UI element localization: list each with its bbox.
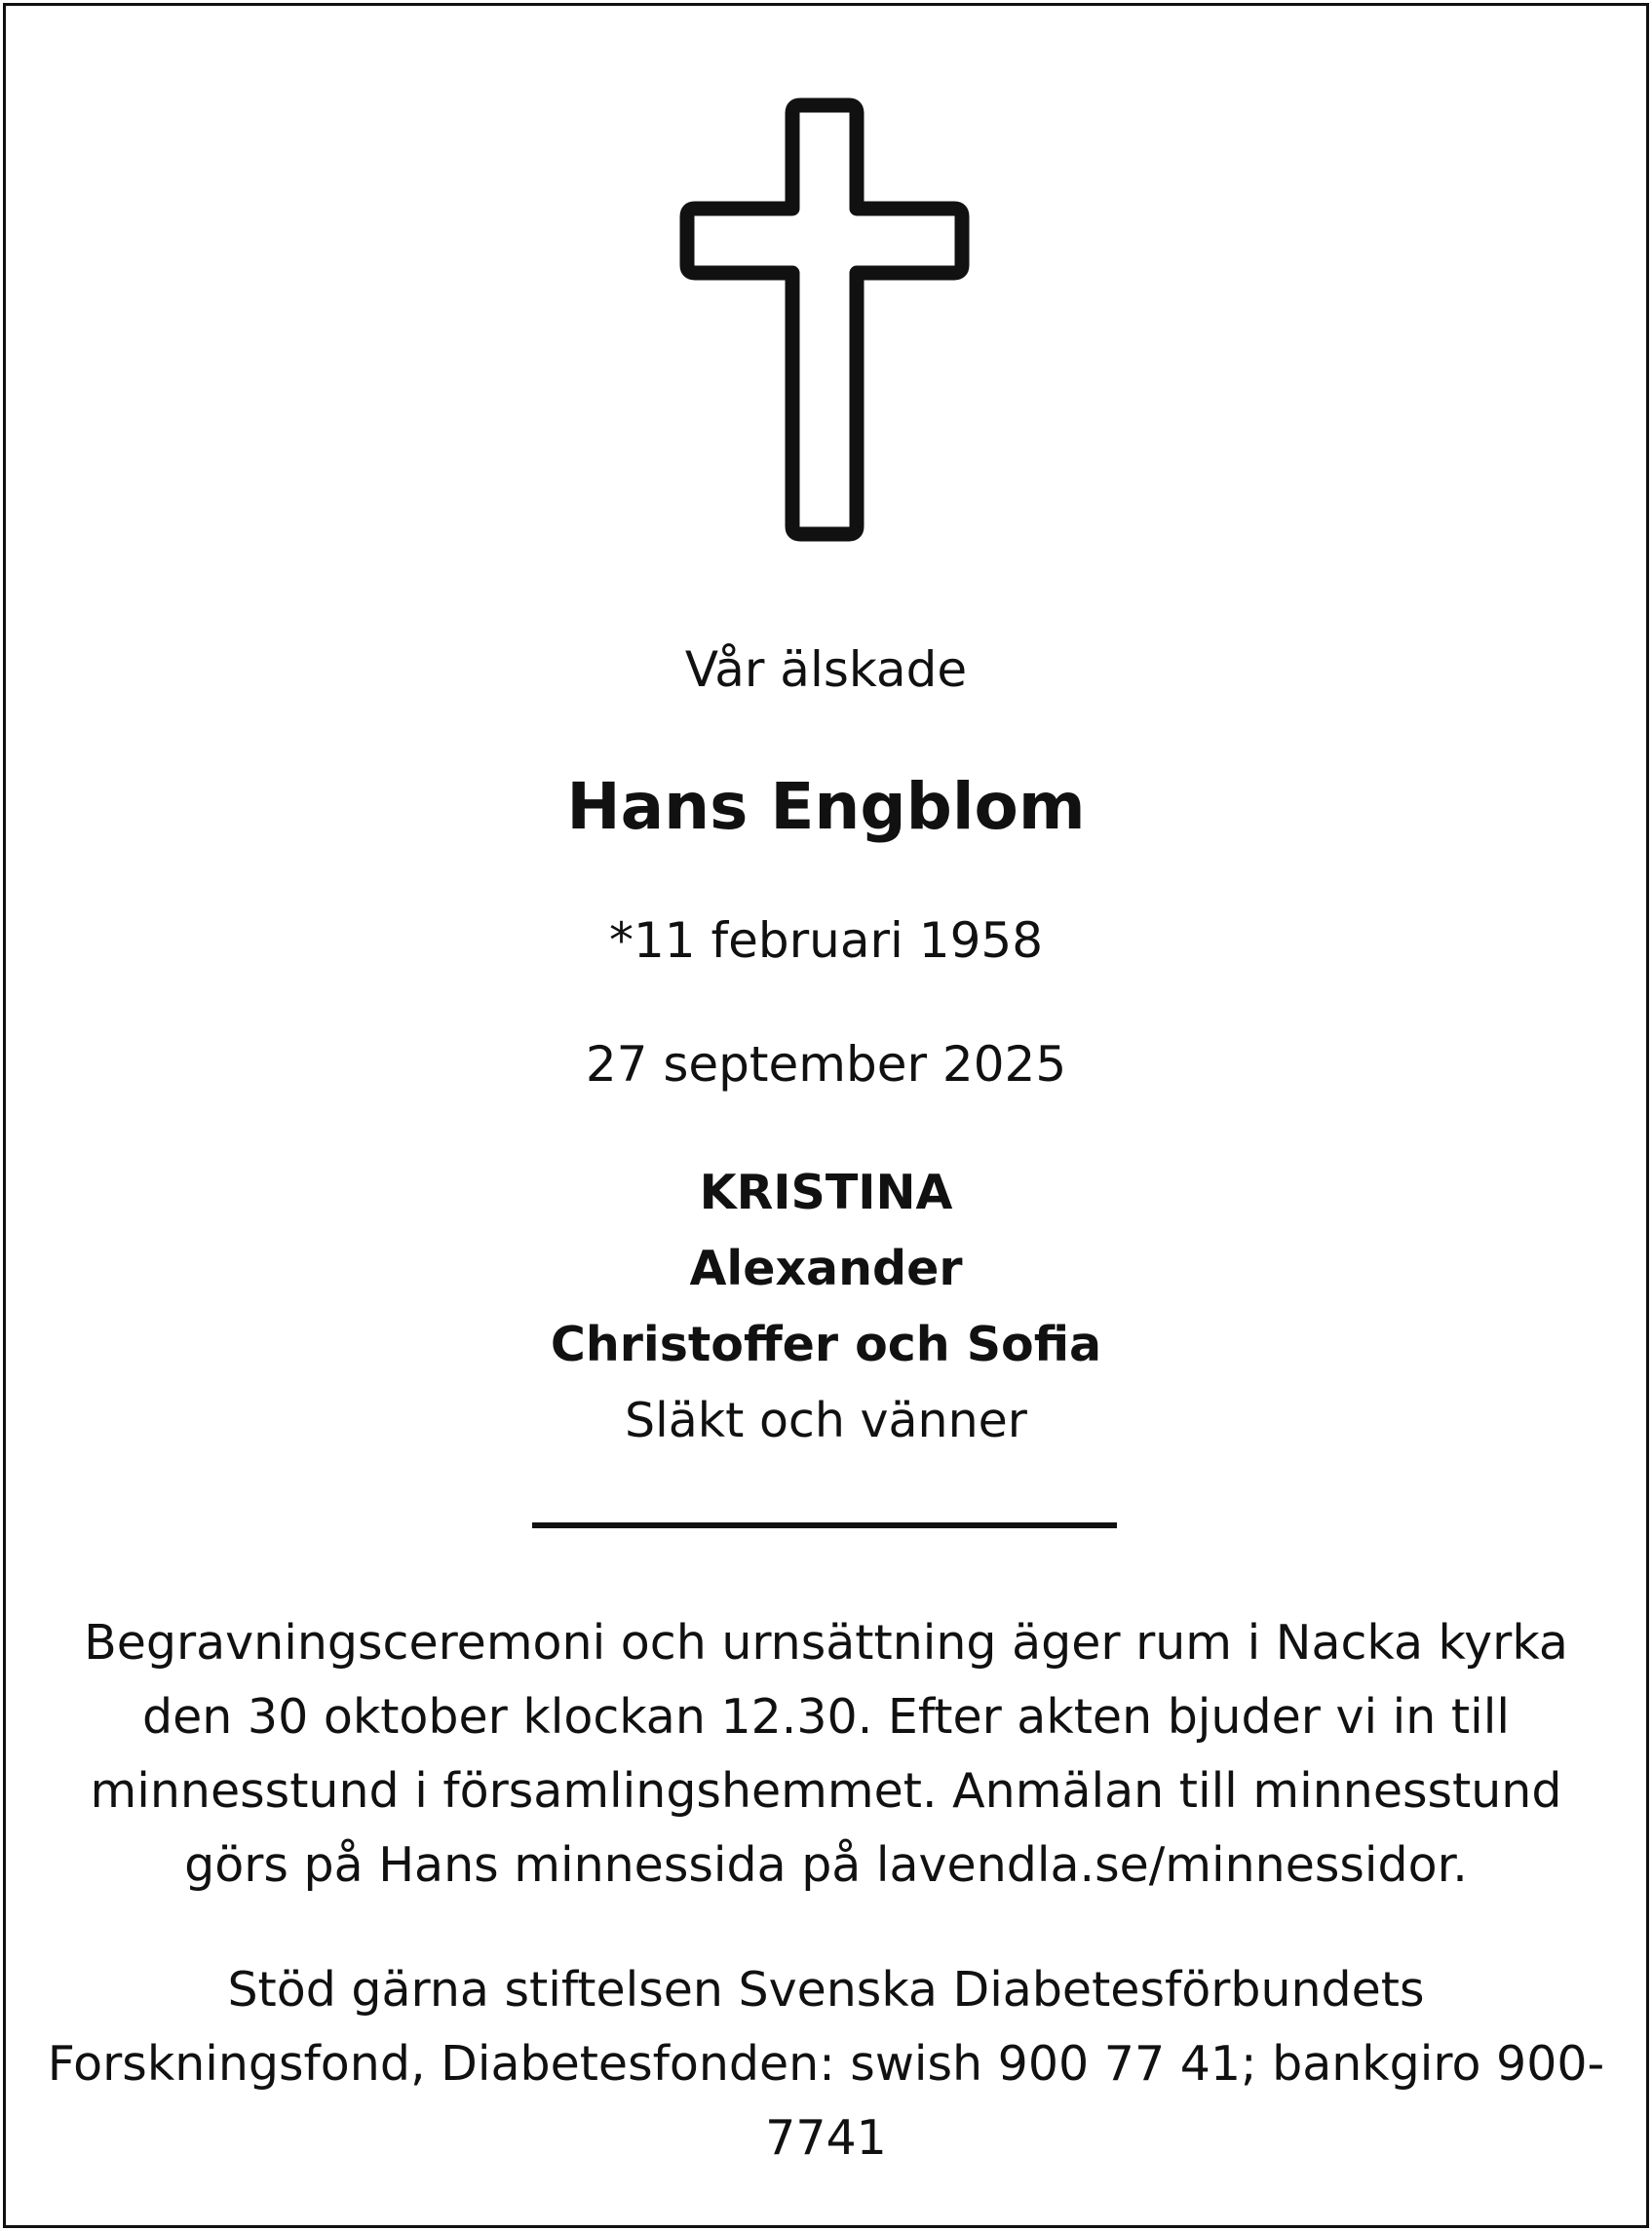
ceremony-paragraph [29, 1606, 1623, 1903]
family-member-alexander: Alexander [689, 1241, 963, 1296]
family-member-kristina: KRISTINA [699, 1165, 953, 1220]
cross-icon [679, 97, 970, 542]
ceremony-line: minnesstund i församlingshemmet. Anmälan till minnesstund [90, 1763, 1562, 1819]
greeting-text: Vår älskade [684, 641, 968, 698]
donation-line: 7741 [765, 2110, 887, 2166]
divider-line [532, 1522, 1117, 1528]
ceremony-line: Begravningsceremoni och urnsättning äger rum i Nacka kyrka [84, 1615, 1568, 1671]
deceased-name: Hans Engblom [566, 769, 1086, 844]
donation-line: Stöd gärna stiftelsen Svenska Diabetesförbundets [227, 1962, 1425, 2018]
birth-date: *11 februari 1958 [608, 912, 1044, 969]
ceremony-line: görs på Hans minnessida på lavendla.se/minnessidor. [184, 1837, 1468, 1893]
donation-paragraph [29, 1953, 1623, 2175]
relatives-and-friends: Släkt och vänner [625, 1393, 1027, 1448]
death-date: 27 september 2025 [585, 1036, 1067, 1093]
donation-line: Forskningsfond, Diabetesfonden: swish 900 77 41; bankgiro 900- [47, 2036, 1605, 2092]
ceremony-line: den 30 oktober klockan 12.30. Efter akten bjuder vi in till [142, 1689, 1510, 1745]
family-member-christoffer-sofia: Christoffer och Sofia [550, 1317, 1102, 1372]
